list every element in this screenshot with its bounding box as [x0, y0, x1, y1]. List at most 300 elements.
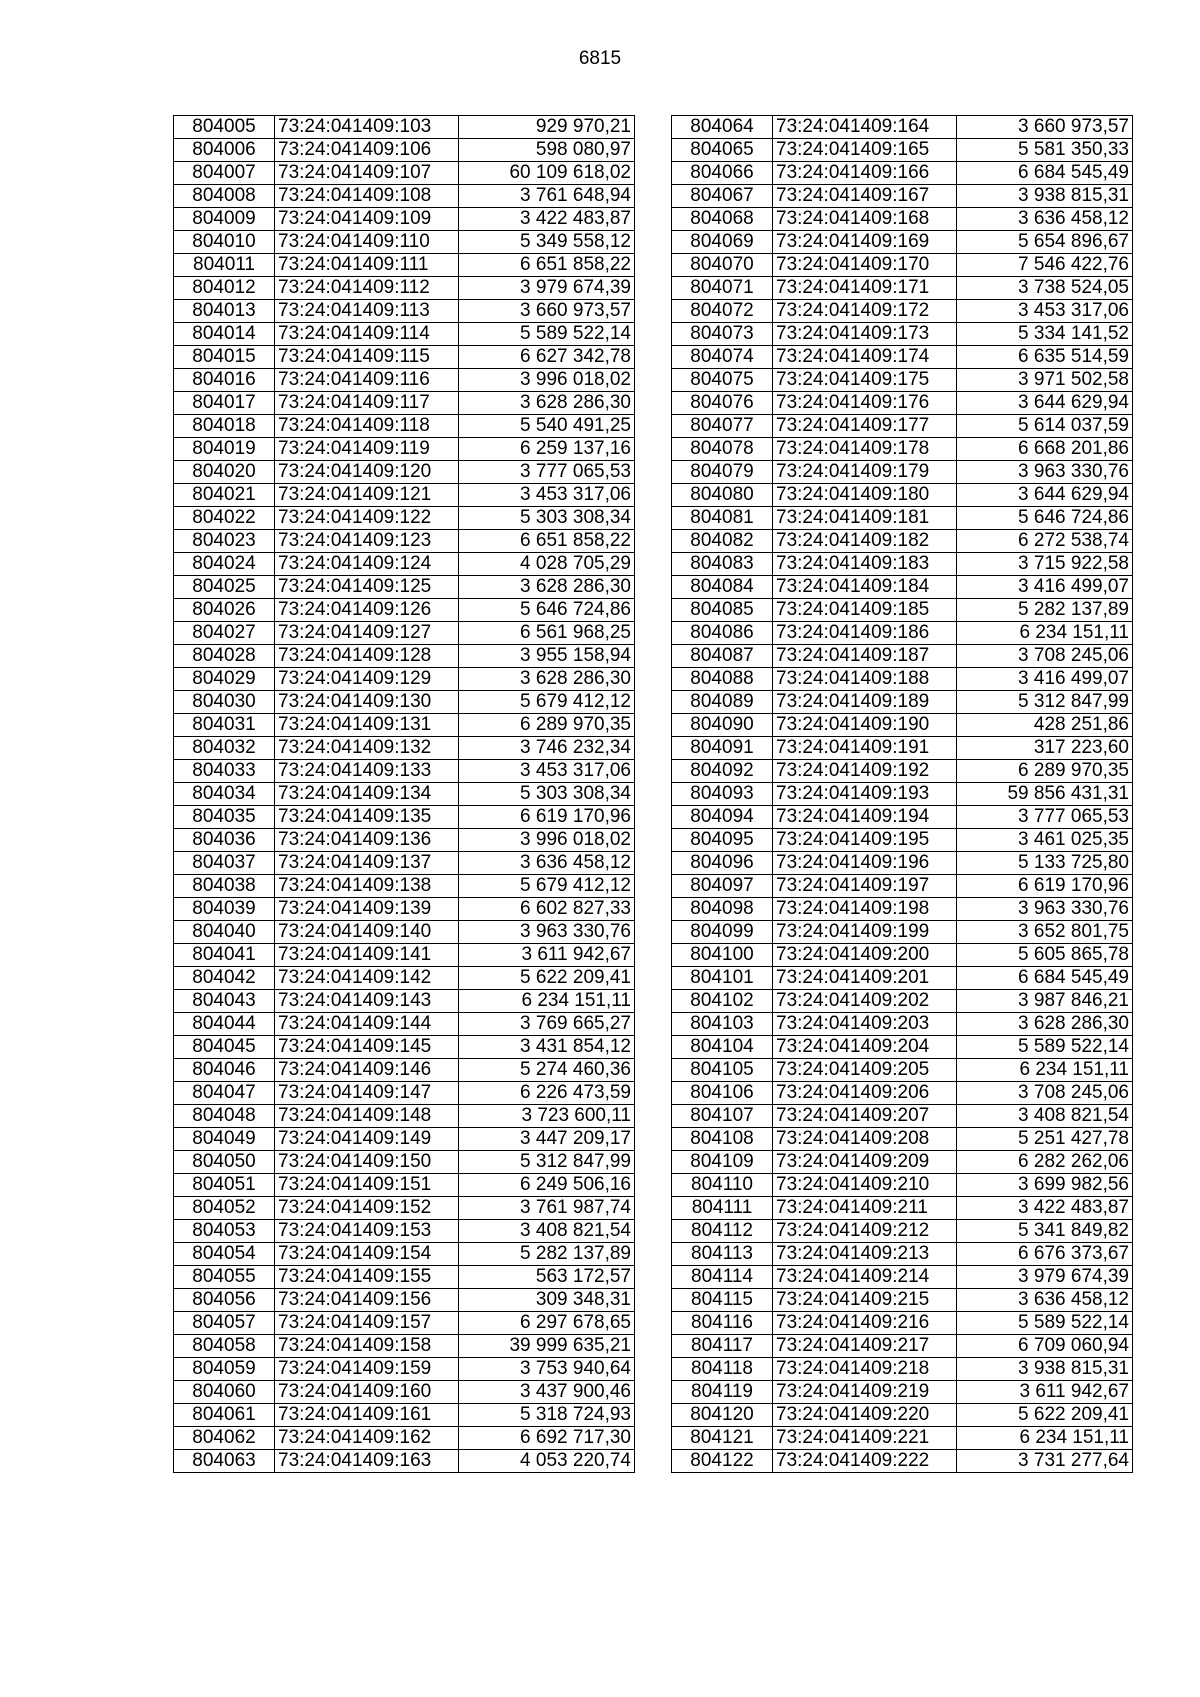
table-row [174, 737, 635, 760]
cadastral-number-cell: 73:24:041409:186 [773, 622, 957, 645]
table-body [672, 116, 1133, 1473]
cadastral-number-cell: 73:24:041409:195 [773, 829, 957, 852]
cadastral-number-cell: 73:24:041409:135 [275, 806, 459, 829]
table-row [672, 1082, 1133, 1105]
record-number-cell: 804031 [174, 714, 275, 737]
record-number-cell: 804105 [672, 1059, 773, 1082]
cadastral-number-cell: 73:24:041409:123 [275, 530, 459, 553]
cadastral-number-cell: 73:24:041409:188 [773, 668, 957, 691]
table-row [174, 967, 635, 990]
cadastral-number-cell: 73:24:041409:124 [275, 553, 459, 576]
table-row [672, 254, 1133, 277]
record-number-cell: 804115 [672, 1289, 773, 1312]
cadastral-number-cell: 73:24:041409:131 [275, 714, 459, 737]
record-number-cell: 804073 [672, 323, 773, 346]
table-row [672, 576, 1133, 599]
table-row [174, 691, 635, 714]
table-row [174, 783, 635, 806]
value-cell: 3 699 982,56 [957, 1174, 1133, 1197]
value-cell: 3 723 600,11 [459, 1105, 635, 1128]
record-number-cell: 804114 [672, 1266, 773, 1289]
cadastral-number-cell: 73:24:041409:187 [773, 645, 957, 668]
record-number-cell: 804021 [174, 484, 275, 507]
record-number-cell: 804049 [174, 1128, 275, 1151]
cadastral-number-cell: 73:24:041409:204 [773, 1036, 957, 1059]
value-cell: 3 628 286,30 [957, 1013, 1133, 1036]
record-number-cell: 804009 [174, 208, 275, 231]
value-cell: 5 318 724,93 [459, 1404, 635, 1427]
value-cell: 6 709 060,94 [957, 1335, 1133, 1358]
record-number-cell: 804037 [174, 852, 275, 875]
record-number-cell: 804084 [672, 576, 773, 599]
record-number-cell: 804039 [174, 898, 275, 921]
value-cell: 3 660 973,57 [957, 116, 1133, 139]
record-number-cell: 804095 [672, 829, 773, 852]
record-number-cell: 804014 [174, 323, 275, 346]
record-number-cell: 804042 [174, 967, 275, 990]
table-row [174, 1151, 635, 1174]
record-number-cell: 804116 [672, 1312, 773, 1335]
table-row [174, 392, 635, 415]
record-number-cell: 804015 [174, 346, 275, 369]
record-number-cell: 804106 [672, 1082, 773, 1105]
cadastral-number-cell: 73:24:041409:207 [773, 1105, 957, 1128]
table-row [174, 576, 635, 599]
value-cell: 5 614 037,59 [957, 415, 1133, 438]
table-row [672, 1128, 1133, 1151]
record-number-cell: 804013 [174, 300, 275, 323]
record-number-cell: 804109 [672, 1151, 773, 1174]
cadastral-number-cell: 73:24:041409:127 [275, 622, 459, 645]
table-row [672, 392, 1133, 415]
record-number-cell: 804067 [672, 185, 773, 208]
cadastral-number-cell: 73:24:041409:178 [773, 438, 957, 461]
table-row [174, 484, 635, 507]
table-row [174, 1197, 635, 1220]
value-cell: 3 753 940,64 [459, 1358, 635, 1381]
table-row [174, 277, 635, 300]
cadastral-number-cell: 73:24:041409:138 [275, 875, 459, 898]
cadastral-number-cell: 73:24:041409:113 [275, 300, 459, 323]
record-number-cell: 804058 [174, 1335, 275, 1358]
value-cell: 3 761 648,94 [459, 185, 635, 208]
table-row [672, 760, 1133, 783]
table-row [174, 1450, 635, 1473]
value-cell: 5 622 209,41 [957, 1404, 1133, 1427]
value-cell: 59 856 431,31 [957, 783, 1133, 806]
record-number-cell: 804023 [174, 530, 275, 553]
value-cell: 3 777 065,53 [459, 461, 635, 484]
record-number-cell: 804008 [174, 185, 275, 208]
cadastral-number-cell: 73:24:041409:197 [773, 875, 957, 898]
table-row [174, 323, 635, 346]
cadastral-number-cell: 73:24:041409:137 [275, 852, 459, 875]
cadastral-number-cell: 73:24:041409:122 [275, 507, 459, 530]
table-row [174, 829, 635, 852]
value-cell: 3 636 458,12 [957, 208, 1133, 231]
table-row [672, 553, 1133, 576]
cadastral-number-cell: 73:24:041409:133 [275, 760, 459, 783]
cadastral-number-cell: 73:24:041409:169 [773, 231, 957, 254]
value-cell: 3 437 900,46 [459, 1381, 635, 1404]
value-cell: 598 080,97 [459, 139, 635, 162]
value-cell: 3 708 245,06 [957, 1082, 1133, 1105]
cadastral-number-cell: 73:24:041409:208 [773, 1128, 957, 1151]
table-row [174, 1174, 635, 1197]
cadastral-number-cell: 73:24:041409:182 [773, 530, 957, 553]
table-row [672, 1059, 1133, 1082]
value-cell: 3 628 286,30 [459, 576, 635, 599]
cadastral-number-cell: 73:24:041409:143 [275, 990, 459, 1013]
value-cell: 5 646 724,86 [459, 599, 635, 622]
table-row [174, 806, 635, 829]
value-cell: 309 348,31 [459, 1289, 635, 1312]
table-row [174, 1105, 635, 1128]
value-cell: 3 777 065,53 [957, 806, 1133, 829]
record-number-cell: 804098 [672, 898, 773, 921]
value-cell: 5 349 558,12 [459, 231, 635, 254]
value-cell: 428 251,86 [957, 714, 1133, 737]
value-cell: 6 272 538,74 [957, 530, 1133, 553]
cadastral-number-cell: 73:24:041409:144 [275, 1013, 459, 1036]
table-row [672, 668, 1133, 691]
record-number-cell: 804056 [174, 1289, 275, 1312]
value-cell: 4 053 220,74 [459, 1450, 635, 1473]
value-cell: 3 447 209,17 [459, 1128, 635, 1151]
cadastral-number-cell: 73:24:041409:134 [275, 783, 459, 806]
cadastral-number-cell: 73:24:041409:164 [773, 116, 957, 139]
data-table-right [671, 115, 1133, 1473]
record-number-cell: 804010 [174, 231, 275, 254]
record-number-cell: 804040 [174, 921, 275, 944]
table-row [174, 1128, 635, 1151]
record-number-cell: 804044 [174, 1013, 275, 1036]
cadastral-number-cell: 73:24:041409:152 [275, 1197, 459, 1220]
cadastral-number-cell: 73:24:041409:191 [773, 737, 957, 760]
table-row [672, 185, 1133, 208]
value-cell: 5 589 522,14 [957, 1312, 1133, 1335]
table-row [672, 1427, 1133, 1450]
record-number-cell: 804005 [174, 116, 275, 139]
table-row [174, 1059, 635, 1082]
record-number-cell: 804078 [672, 438, 773, 461]
value-cell: 6 234 151,11 [957, 622, 1133, 645]
cadastral-number-cell: 73:24:041409:163 [275, 1450, 459, 1473]
value-cell: 3 453 317,06 [459, 484, 635, 507]
cadastral-number-cell: 73:24:041409:148 [275, 1105, 459, 1128]
table-row [672, 1335, 1133, 1358]
value-cell: 5 282 137,89 [957, 599, 1133, 622]
cadastral-number-cell: 73:24:041409:120 [275, 461, 459, 484]
record-number-cell: 804047 [174, 1082, 275, 1105]
table-row [672, 346, 1133, 369]
value-cell: 6 234 151,11 [459, 990, 635, 1013]
cadastral-number-cell: 73:24:041409:161 [275, 1404, 459, 1427]
table-row [672, 645, 1133, 668]
record-number-cell: 804055 [174, 1266, 275, 1289]
record-number-cell: 804066 [672, 162, 773, 185]
record-number-cell: 804036 [174, 829, 275, 852]
table-row [174, 116, 635, 139]
table-row [174, 898, 635, 921]
value-cell: 6 676 373,67 [957, 1243, 1133, 1266]
record-number-cell: 804052 [174, 1197, 275, 1220]
table-row [672, 1105, 1133, 1128]
cadastral-number-cell: 73:24:041409:183 [773, 553, 957, 576]
cadastral-number-cell: 73:24:041409:154 [275, 1243, 459, 1266]
value-cell: 3 644 629,94 [957, 484, 1133, 507]
value-cell: 3 761 987,74 [459, 1197, 635, 1220]
table-row [174, 461, 635, 484]
cadastral-number-cell: 73:24:041409:189 [773, 691, 957, 714]
table-body [174, 116, 635, 1473]
table-row [672, 1174, 1133, 1197]
record-number-cell: 804046 [174, 1059, 275, 1082]
value-cell: 5 581 350,33 [957, 139, 1133, 162]
table-row [672, 139, 1133, 162]
value-cell: 6 684 545,49 [957, 967, 1133, 990]
table-row [174, 553, 635, 576]
table-row [174, 1427, 635, 1450]
cadastral-number-cell: 73:24:041409:221 [773, 1427, 957, 1450]
record-number-cell: 804062 [174, 1427, 275, 1450]
value-cell: 3 971 502,58 [957, 369, 1133, 392]
cadastral-number-cell: 73:24:041409:170 [773, 254, 957, 277]
cadastral-number-cell: 73:24:041409:146 [275, 1059, 459, 1082]
record-number-cell: 804112 [672, 1220, 773, 1243]
record-number-cell: 804065 [672, 139, 773, 162]
record-number-cell: 804089 [672, 691, 773, 714]
value-cell: 3 963 330,76 [957, 461, 1133, 484]
record-number-cell: 804017 [174, 392, 275, 415]
table-row [174, 346, 635, 369]
cadastral-number-cell: 73:24:041409:177 [773, 415, 957, 438]
value-cell: 3 422 483,87 [459, 208, 635, 231]
cadastral-number-cell: 73:24:041409:112 [275, 277, 459, 300]
record-number-cell: 804113 [672, 1243, 773, 1266]
table-row [672, 944, 1133, 967]
table-row [672, 300, 1133, 323]
table-row [672, 737, 1133, 760]
table-row [672, 1013, 1133, 1036]
table-row [672, 829, 1133, 852]
value-cell: 3 955 158,94 [459, 645, 635, 668]
cadastral-number-cell: 73:24:041409:136 [275, 829, 459, 852]
cadastral-number-cell: 73:24:041409:215 [773, 1289, 957, 1312]
value-cell: 3 715 922,58 [957, 553, 1133, 576]
table-row [174, 1404, 635, 1427]
value-cell: 6 249 506,16 [459, 1174, 635, 1197]
record-number-cell: 804080 [672, 484, 773, 507]
table-row [174, 208, 635, 231]
record-number-cell: 804050 [174, 1151, 275, 1174]
record-number-cell: 804053 [174, 1220, 275, 1243]
record-number-cell: 804059 [174, 1358, 275, 1381]
value-cell: 3 636 458,12 [957, 1289, 1133, 1312]
record-number-cell: 804103 [672, 1013, 773, 1036]
record-number-cell: 804119 [672, 1381, 773, 1404]
value-cell: 3 963 330,76 [957, 898, 1133, 921]
value-cell: 3 431 854,12 [459, 1036, 635, 1059]
value-cell: 3 652 801,75 [957, 921, 1133, 944]
record-number-cell: 804092 [672, 760, 773, 783]
record-number-cell: 804083 [672, 553, 773, 576]
cadastral-number-cell: 73:24:041409:179 [773, 461, 957, 484]
table-row [174, 1312, 635, 1335]
value-cell: 5 251 427,78 [957, 1128, 1133, 1151]
table-row [174, 1220, 635, 1243]
value-cell: 6 619 170,96 [957, 875, 1133, 898]
table-row [672, 1289, 1133, 1312]
value-cell: 5 341 849,82 [957, 1220, 1133, 1243]
value-cell: 3 979 674,39 [459, 277, 635, 300]
value-cell: 3 628 286,30 [459, 668, 635, 691]
value-cell: 6 635 514,59 [957, 346, 1133, 369]
cadastral-number-cell: 73:24:041409:121 [275, 484, 459, 507]
value-cell: 3 731 277,64 [957, 1450, 1133, 1473]
table-row [672, 1404, 1133, 1427]
record-number-cell: 804069 [672, 231, 773, 254]
record-number-cell: 804107 [672, 1105, 773, 1128]
record-number-cell: 804048 [174, 1105, 275, 1128]
cadastral-number-cell: 73:24:041409:115 [275, 346, 459, 369]
value-cell: 5 312 847,99 [957, 691, 1133, 714]
cadastral-number-cell: 73:24:041409:166 [773, 162, 957, 185]
cadastral-number-cell: 73:24:041409:160 [275, 1381, 459, 1404]
value-cell: 6 289 970,35 [957, 760, 1133, 783]
record-number-cell: 804041 [174, 944, 275, 967]
cadastral-number-cell: 73:24:041409:198 [773, 898, 957, 921]
cadastral-number-cell: 73:24:041409:214 [773, 1266, 957, 1289]
table-row [672, 323, 1133, 346]
table-row [174, 645, 635, 668]
value-cell: 3 408 821,54 [957, 1105, 1133, 1128]
record-number-cell: 804086 [672, 622, 773, 645]
value-cell: 6 289 970,35 [459, 714, 635, 737]
cadastral-number-cell: 73:24:041409:140 [275, 921, 459, 944]
value-cell: 6 297 678,65 [459, 1312, 635, 1335]
value-cell: 5 303 308,34 [459, 783, 635, 806]
table-row [672, 461, 1133, 484]
cadastral-number-cell: 73:24:041409:211 [773, 1197, 957, 1220]
value-cell: 3 738 524,05 [957, 277, 1133, 300]
table-row [174, 1266, 635, 1289]
cadastral-number-cell: 73:24:041409:141 [275, 944, 459, 967]
cadastral-number-cell: 73:24:041409:156 [275, 1289, 459, 1312]
table-row [174, 668, 635, 691]
value-cell: 6 226 473,59 [459, 1082, 635, 1105]
value-cell: 60 109 618,02 [459, 162, 635, 185]
cadastral-number-cell: 73:24:041409:119 [275, 438, 459, 461]
record-number-cell: 804072 [672, 300, 773, 323]
value-cell: 6 234 151,11 [957, 1059, 1133, 1082]
value-cell: 563 172,57 [459, 1266, 635, 1289]
cadastral-number-cell: 73:24:041409:103 [275, 116, 459, 139]
value-cell: 5 274 460,36 [459, 1059, 635, 1082]
cadastral-number-cell: 73:24:041409:199 [773, 921, 957, 944]
record-number-cell: 804027 [174, 622, 275, 645]
cadastral-number-cell: 73:24:041409:114 [275, 323, 459, 346]
value-cell: 3 644 629,94 [957, 392, 1133, 415]
cadastral-number-cell: 73:24:041409:190 [773, 714, 957, 737]
record-number-cell: 804032 [174, 737, 275, 760]
record-number-cell: 804079 [672, 461, 773, 484]
record-number-cell: 804076 [672, 392, 773, 415]
value-cell: 3 660 973,57 [459, 300, 635, 323]
cadastral-number-cell: 73:24:041409:181 [773, 507, 957, 530]
cadastral-number-cell: 73:24:041409:106 [275, 139, 459, 162]
value-cell: 3 453 317,06 [459, 760, 635, 783]
value-cell: 3 996 018,02 [459, 369, 635, 392]
record-number-cell: 804019 [174, 438, 275, 461]
table-row [174, 415, 635, 438]
record-number-cell: 804060 [174, 1381, 275, 1404]
record-number-cell: 804097 [672, 875, 773, 898]
page-number: 6815 [578, 48, 622, 69]
cadastral-number-cell: 73:24:041409:130 [275, 691, 459, 714]
record-number-cell: 804035 [174, 806, 275, 829]
record-number-cell: 804101 [672, 967, 773, 990]
value-cell: 3 963 330,76 [459, 921, 635, 944]
value-cell: 5 540 491,25 [459, 415, 635, 438]
cadastral-number-cell: 73:24:041409:173 [773, 323, 957, 346]
record-number-cell: 804033 [174, 760, 275, 783]
record-number-cell: 804122 [672, 1450, 773, 1473]
record-number-cell: 804074 [672, 346, 773, 369]
cadastral-number-cell: 73:24:041409:158 [275, 1335, 459, 1358]
table-row [672, 783, 1133, 806]
cadastral-number-cell: 73:24:041409:110 [275, 231, 459, 254]
table-row [174, 990, 635, 1013]
table-row [672, 806, 1133, 829]
record-number-cell: 804011 [174, 254, 275, 277]
cadastral-number-cell: 73:24:041409:209 [773, 1151, 957, 1174]
value-cell: 6 282 262,06 [957, 1151, 1133, 1174]
cadastral-number-cell: 73:24:041409:184 [773, 576, 957, 599]
record-number-cell: 804070 [672, 254, 773, 277]
table-row [174, 162, 635, 185]
value-cell: 3 408 821,54 [459, 1220, 635, 1243]
table-row [672, 852, 1133, 875]
value-cell: 3 636 458,12 [459, 852, 635, 875]
table-row [672, 277, 1133, 300]
table-row [174, 185, 635, 208]
table-row [174, 1036, 635, 1059]
record-number-cell: 804091 [672, 737, 773, 760]
table-row [174, 1289, 635, 1312]
cadastral-number-cell: 73:24:041409:168 [773, 208, 957, 231]
table-row [174, 438, 635, 461]
value-cell: 3 461 025,35 [957, 829, 1133, 852]
cadastral-number-cell: 73:24:041409:107 [275, 162, 459, 185]
cadastral-number-cell: 73:24:041409:205 [773, 1059, 957, 1082]
table-row [672, 1220, 1133, 1243]
table-row [672, 1151, 1133, 1174]
record-number-cell: 804012 [174, 277, 275, 300]
value-cell: 39 999 635,21 [459, 1335, 635, 1358]
cadastral-number-cell: 73:24:041409:217 [773, 1335, 957, 1358]
record-number-cell: 804104 [672, 1036, 773, 1059]
table-row [174, 714, 635, 737]
table-row [174, 760, 635, 783]
value-cell: 6 561 968,25 [459, 622, 635, 645]
value-cell: 6 684 545,49 [957, 162, 1133, 185]
record-number-cell: 804117 [672, 1335, 773, 1358]
cadastral-number-cell: 73:24:041409:147 [275, 1082, 459, 1105]
value-cell: 6 234 151,11 [957, 1427, 1133, 1450]
record-number-cell: 804075 [672, 369, 773, 392]
cadastral-number-cell: 73:24:041409:210 [773, 1174, 957, 1197]
